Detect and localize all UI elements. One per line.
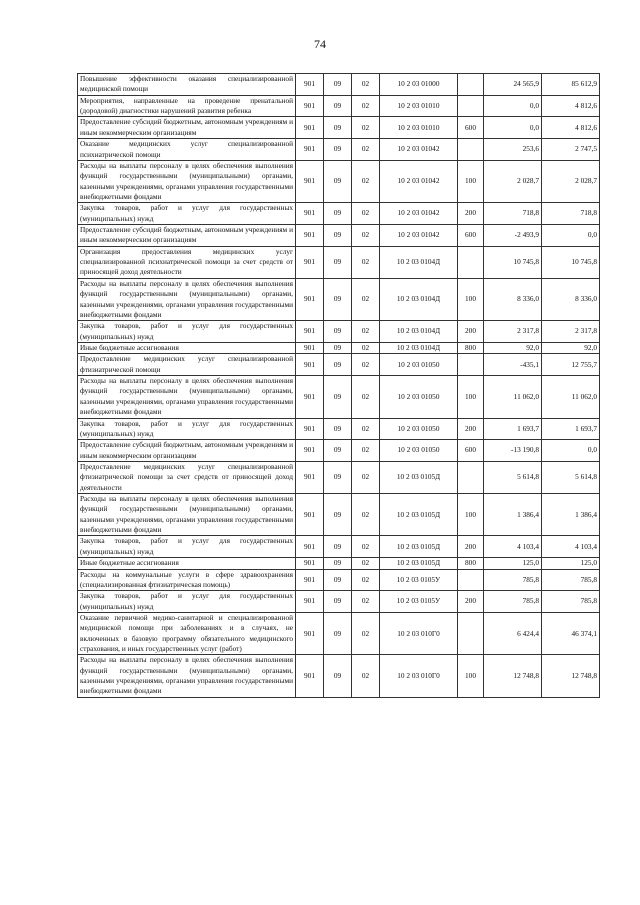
row-subsection-code: 02 bbox=[352, 655, 380, 697]
row-expense-type: 100 bbox=[458, 655, 484, 697]
row-name: Расходы на выплаты персоналу в целях обеспечения выполнения функций государственными (муниципальными) органами, казенными учреждениями, органами управления государственными внебюджетными фондами bbox=[78, 376, 296, 418]
row-ministry-code: 901 bbox=[296, 203, 324, 225]
row-amount-total: 4 103,4 bbox=[542, 536, 600, 558]
row-amount-change: 5 614,8 bbox=[484, 461, 542, 493]
row-subsection-code: 02 bbox=[352, 246, 380, 278]
row-expense-type bbox=[458, 139, 484, 161]
row-amount-change: 785,8 bbox=[484, 591, 542, 613]
row-expense-type bbox=[458, 95, 484, 117]
row-ministry-code: 901 bbox=[296, 612, 324, 654]
row-subsection-code: 02 bbox=[352, 494, 380, 536]
row-name: Закупка товаров, работ и услуг для государственных (муниципальных) нужд bbox=[78, 536, 296, 558]
row-section-code: 09 bbox=[324, 494, 352, 536]
row-amount-change: 12 748,8 bbox=[484, 655, 542, 697]
row-expense-type: 100 bbox=[458, 278, 484, 320]
row-ministry-code: 901 bbox=[296, 536, 324, 558]
row-section-code: 09 bbox=[324, 139, 352, 161]
row-amount-total: 125,0 bbox=[542, 558, 600, 569]
row-section-code: 09 bbox=[324, 160, 352, 202]
table-row bbox=[78, 321, 600, 343]
row-amount-change: 4 103,4 bbox=[484, 536, 542, 558]
row-section-code: 09 bbox=[324, 591, 352, 613]
row-amount-total: 2 028,7 bbox=[542, 160, 600, 202]
row-ministry-code: 901 bbox=[296, 591, 324, 613]
row-ministry-code: 901 bbox=[296, 246, 324, 278]
row-target-code: 10 2 03 01000 bbox=[380, 74, 458, 96]
row-section-code: 09 bbox=[324, 536, 352, 558]
row-ministry-code: 901 bbox=[296, 278, 324, 320]
table-row bbox=[78, 536, 600, 558]
row-section-code: 09 bbox=[324, 117, 352, 139]
row-ministry-code: 901 bbox=[296, 160, 324, 202]
row-subsection-code: 02 bbox=[352, 203, 380, 225]
row-expense-type: 600 bbox=[458, 117, 484, 139]
row-section-code: 09 bbox=[324, 612, 352, 654]
row-subsection-code: 02 bbox=[352, 139, 380, 161]
table-row bbox=[78, 558, 600, 569]
row-expense-type bbox=[458, 246, 484, 278]
row-ministry-code: 901 bbox=[296, 321, 324, 343]
row-target-code: 10 2 03 0104Д bbox=[380, 278, 458, 320]
row-amount-change: 785,8 bbox=[484, 569, 542, 591]
row-amount-change: 1 386,4 bbox=[484, 494, 542, 536]
table-row bbox=[78, 117, 600, 139]
row-name: Расходы на выплаты персоналу в целях обеспечения выполнения функций государственными (муниципальными) органами, казенными учреждениями, органами управления государственными внебюджетными фондами bbox=[78, 160, 296, 202]
row-subsection-code: 02 bbox=[352, 461, 380, 493]
row-ministry-code: 901 bbox=[296, 342, 324, 353]
row-expense-type: 800 bbox=[458, 558, 484, 569]
row-subsection-code: 02 bbox=[352, 95, 380, 117]
table-row bbox=[78, 95, 600, 117]
row-section-code: 09 bbox=[324, 418, 352, 440]
row-target-code: 10 2 03 0105Д bbox=[380, 536, 458, 558]
row-subsection-code: 02 bbox=[352, 321, 380, 343]
row-amount-change: 0,0 bbox=[484, 95, 542, 117]
row-target-code: 10 2 03 01042 bbox=[380, 160, 458, 202]
row-section-code: 09 bbox=[324, 342, 352, 353]
row-expense-type: 200 bbox=[458, 203, 484, 225]
page-number: 74 bbox=[314, 37, 326, 51]
row-ministry-code: 901 bbox=[296, 139, 324, 161]
table-row bbox=[78, 160, 600, 202]
row-ministry-code: 901 bbox=[296, 461, 324, 493]
row-section-code: 09 bbox=[324, 376, 352, 418]
row-amount-total: 5 614,8 bbox=[542, 461, 600, 493]
row-ministry-code: 901 bbox=[296, 354, 324, 376]
row-amount-change: 8 336,0 bbox=[484, 278, 542, 320]
row-subsection-code: 02 bbox=[352, 558, 380, 569]
row-target-code: 10 2 03 0104Д bbox=[380, 246, 458, 278]
row-subsection-code: 02 bbox=[352, 440, 380, 462]
row-target-code: 10 2 03 0105У bbox=[380, 569, 458, 591]
row-amount-change: 718,8 bbox=[484, 203, 542, 225]
budget-table bbox=[77, 73, 600, 698]
row-ministry-code: 901 bbox=[296, 418, 324, 440]
row-amount-total: 11 062,0 bbox=[542, 376, 600, 418]
row-target-code: 10 2 03 0104Д bbox=[380, 321, 458, 343]
row-name: Организация предоставления медицинских услуг специализированной психиатрической помощи за счет средств от приносящей доход деятельности bbox=[78, 246, 296, 278]
row-expense-type: 800 bbox=[458, 342, 484, 353]
row-name: Расходы на выплаты персоналу в целях обеспечения выполнения функций государственными (муниципальными) органами, казенными учреждениями, органами управления государственными внебюджетными фондами bbox=[78, 278, 296, 320]
row-expense-type bbox=[458, 569, 484, 591]
row-amount-change: 6 424,4 bbox=[484, 612, 542, 654]
row-section-code: 09 bbox=[324, 225, 352, 247]
row-amount-total: 1 386,4 bbox=[542, 494, 600, 536]
row-amount-total: 12 748,8 bbox=[542, 655, 600, 697]
row-target-code: 10 2 03 01042 bbox=[380, 139, 458, 161]
row-amount-change: 125,0 bbox=[484, 558, 542, 569]
row-expense-type: 600 bbox=[458, 440, 484, 462]
table-row bbox=[78, 342, 600, 353]
table-row bbox=[78, 225, 600, 247]
table-row bbox=[78, 246, 600, 278]
row-ministry-code: 901 bbox=[296, 95, 324, 117]
row-expense-type: 100 bbox=[458, 160, 484, 202]
row-ministry-code: 901 bbox=[296, 655, 324, 697]
row-ministry-code: 901 bbox=[296, 117, 324, 139]
row-target-code: 10 2 03 010Г0 bbox=[380, 612, 458, 654]
row-subsection-code: 02 bbox=[352, 278, 380, 320]
table-row bbox=[78, 376, 600, 418]
row-name: Закупка товаров, работ и услуг для государственных (муниципальных) нужд bbox=[78, 203, 296, 225]
row-name: Оказание медицинских услуг специализированной психиатрической помощи bbox=[78, 139, 296, 161]
row-expense-type: 100 bbox=[458, 494, 484, 536]
row-name: Иные бюджетные ассигнования bbox=[78, 342, 296, 353]
row-target-code: 10 2 03 01050 bbox=[380, 376, 458, 418]
table-row bbox=[78, 203, 600, 225]
row-target-code: 10 2 03 0105Д bbox=[380, 494, 458, 536]
row-name: Закупка товаров, работ и услуг для государственных (муниципальных) нужд bbox=[78, 418, 296, 440]
row-section-code: 09 bbox=[324, 95, 352, 117]
row-target-code: 10 2 03 01050 bbox=[380, 440, 458, 462]
row-name: Предоставление субсидий бюджетным, автономным учреждениям и иным некоммерческим организациям bbox=[78, 117, 296, 139]
row-amount-total: 0,0 bbox=[542, 440, 600, 462]
row-amount-change: 1 693,7 bbox=[484, 418, 542, 440]
row-ministry-code: 901 bbox=[296, 494, 324, 536]
row-amount-change: -435,1 bbox=[484, 354, 542, 376]
row-amount-change: -2 493,9 bbox=[484, 225, 542, 247]
row-expense-type bbox=[458, 461, 484, 493]
row-target-code: 10 2 03 01050 bbox=[380, 354, 458, 376]
table-row bbox=[78, 569, 600, 591]
row-expense-type: 100 bbox=[458, 376, 484, 418]
row-name: Повышение эффективности оказания специализированной медицинской помощи bbox=[78, 74, 296, 96]
row-expense-type: 200 bbox=[458, 418, 484, 440]
row-expense-type bbox=[458, 354, 484, 376]
row-amount-total: 4 812,6 bbox=[542, 117, 600, 139]
table-row bbox=[78, 418, 600, 440]
row-subsection-code: 02 bbox=[352, 536, 380, 558]
row-expense-type: 200 bbox=[458, 321, 484, 343]
row-target-code: 10 2 03 0105У bbox=[380, 591, 458, 613]
row-section-code: 09 bbox=[324, 655, 352, 697]
row-ministry-code: 901 bbox=[296, 440, 324, 462]
row-target-code: 10 2 03 010Г0 bbox=[380, 655, 458, 697]
row-subsection-code: 02 bbox=[352, 74, 380, 96]
row-amount-change: -13 190,8 bbox=[484, 440, 542, 462]
row-section-code: 09 bbox=[324, 461, 352, 493]
table-row bbox=[78, 440, 600, 462]
row-name: Расходы на выплаты персоналу в целях обеспечения выполнения функций государственными (муниципальными) органами, казенными учреждениями, органами управления государственными внебюджетными фондами bbox=[78, 494, 296, 536]
row-ministry-code: 901 bbox=[296, 558, 324, 569]
row-amount-total: 10 745,8 bbox=[542, 246, 600, 278]
table-row bbox=[78, 655, 600, 697]
row-section-code: 09 bbox=[324, 440, 352, 462]
row-amount-total: 785,8 bbox=[542, 569, 600, 591]
row-name: Иные бюджетные ассигнования bbox=[78, 558, 296, 569]
row-amount-total: 4 812,6 bbox=[542, 95, 600, 117]
table-row bbox=[78, 74, 600, 96]
row-amount-change: 11 062,0 bbox=[484, 376, 542, 418]
row-target-code: 10 2 03 01042 bbox=[380, 225, 458, 247]
table-row bbox=[78, 612, 600, 654]
row-name: Мероприятия, направленные на проведение пренатальной (дородовой) диагностики нарушений развития ребенка bbox=[78, 95, 296, 117]
row-amount-change: 253,6 bbox=[484, 139, 542, 161]
row-name: Предоставление субсидий бюджетным, автономным учреждениям и иным некоммерческим организациям bbox=[78, 225, 296, 247]
row-amount-change: 10 745,8 bbox=[484, 246, 542, 278]
table-row bbox=[78, 461, 600, 493]
row-amount-change: 2 317,8 bbox=[484, 321, 542, 343]
row-subsection-code: 02 bbox=[352, 117, 380, 139]
row-amount-total: 0,0 bbox=[542, 225, 600, 247]
row-ministry-code: 901 bbox=[296, 74, 324, 96]
row-amount-change: 92,0 bbox=[484, 342, 542, 353]
row-target-code: 10 2 03 0105Д bbox=[380, 461, 458, 493]
row-name: Предоставление медицинских услуг специализированной фтизиатрической помощи за счет средств от приносящей доход деятельности bbox=[78, 461, 296, 493]
row-expense-type bbox=[458, 612, 484, 654]
row-subsection-code: 02 bbox=[352, 160, 380, 202]
row-section-code: 09 bbox=[324, 74, 352, 96]
row-amount-change: 2 028,7 bbox=[484, 160, 542, 202]
row-target-code: 10 2 03 01050 bbox=[380, 418, 458, 440]
row-subsection-code: 02 bbox=[352, 354, 380, 376]
row-section-code: 09 bbox=[324, 246, 352, 278]
row-name: Расходы на выплаты персоналу в целях обеспечения выполнения функций государственными (муниципальными) органами, казенными учреждениями, органами управления государственными внебюджетными фондами bbox=[78, 655, 296, 697]
row-section-code: 09 bbox=[324, 321, 352, 343]
row-name: Предоставление медицинских услуг специализированной фтизиатрической помощи bbox=[78, 354, 296, 376]
row-amount-total: 92,0 bbox=[542, 342, 600, 353]
row-target-code: 10 2 03 0105Д bbox=[380, 558, 458, 569]
row-amount-total: 2 747,5 bbox=[542, 139, 600, 161]
row-subsection-code: 02 bbox=[352, 418, 380, 440]
row-amount-total: 12 755,7 bbox=[542, 354, 600, 376]
row-expense-type: 600 bbox=[458, 225, 484, 247]
row-amount-change: 24 565,9 bbox=[484, 74, 542, 96]
row-name: Предоставление субсидий бюджетным, автономным учреждениям и иным некоммерческим организациям bbox=[78, 440, 296, 462]
row-subsection-code: 02 bbox=[352, 612, 380, 654]
row-amount-total: 2 317,8 bbox=[542, 321, 600, 343]
row-target-code: 10 2 03 01010 bbox=[380, 117, 458, 139]
table-row bbox=[78, 591, 600, 613]
row-ministry-code: 901 bbox=[296, 569, 324, 591]
row-amount-total: 785,8 bbox=[542, 591, 600, 613]
row-amount-change: 0,0 bbox=[484, 117, 542, 139]
row-subsection-code: 02 bbox=[352, 225, 380, 247]
row-target-code: 10 2 03 0104Д bbox=[380, 342, 458, 353]
budget-table-body bbox=[78, 74, 600, 698]
table-row bbox=[78, 139, 600, 161]
row-section-code: 09 bbox=[324, 558, 352, 569]
row-expense-type: 200 bbox=[458, 536, 484, 558]
row-name: Закупка товаров, работ и услуг для государственных (муниципальных) нужд bbox=[78, 591, 296, 613]
row-subsection-code: 02 bbox=[352, 376, 380, 418]
row-section-code: 09 bbox=[324, 278, 352, 320]
row-ministry-code: 901 bbox=[296, 376, 324, 418]
row-amount-total: 718,8 bbox=[542, 203, 600, 225]
row-target-code: 10 2 03 01010 bbox=[380, 95, 458, 117]
row-section-code: 09 bbox=[324, 354, 352, 376]
row-amount-total: 8 336,0 bbox=[542, 278, 600, 320]
row-amount-total: 85 612,9 bbox=[542, 74, 600, 96]
row-expense-type bbox=[458, 74, 484, 96]
row-subsection-code: 02 bbox=[352, 342, 380, 353]
row-name: Закупка товаров, работ и услуг для государственных (муниципальных) нужд bbox=[78, 321, 296, 343]
table-row bbox=[78, 494, 600, 536]
row-section-code: 09 bbox=[324, 569, 352, 591]
row-section-code: 09 bbox=[324, 203, 352, 225]
row-amount-total: 46 374,1 bbox=[542, 612, 600, 654]
row-subsection-code: 02 bbox=[352, 569, 380, 591]
table-row bbox=[78, 278, 600, 320]
row-name: Оказание первичной медико-санитарной и специализированной медицинской помощи при заболеваниях и в случаях, не включенных в базовую программу обязательного медицинского страхования, и иных государственных услуг (работ) bbox=[78, 612, 296, 654]
row-subsection-code: 02 bbox=[352, 591, 380, 613]
row-name: Расходы на коммунальные услуги в сфере здравоохранения (специализированная фтизиатрическая помощь) bbox=[78, 569, 296, 591]
row-target-code: 10 2 03 01042 bbox=[380, 203, 458, 225]
row-amount-total: 1 693,7 bbox=[542, 418, 600, 440]
row-expense-type: 200 bbox=[458, 591, 484, 613]
row-ministry-code: 901 bbox=[296, 225, 324, 247]
table-row bbox=[78, 354, 600, 376]
